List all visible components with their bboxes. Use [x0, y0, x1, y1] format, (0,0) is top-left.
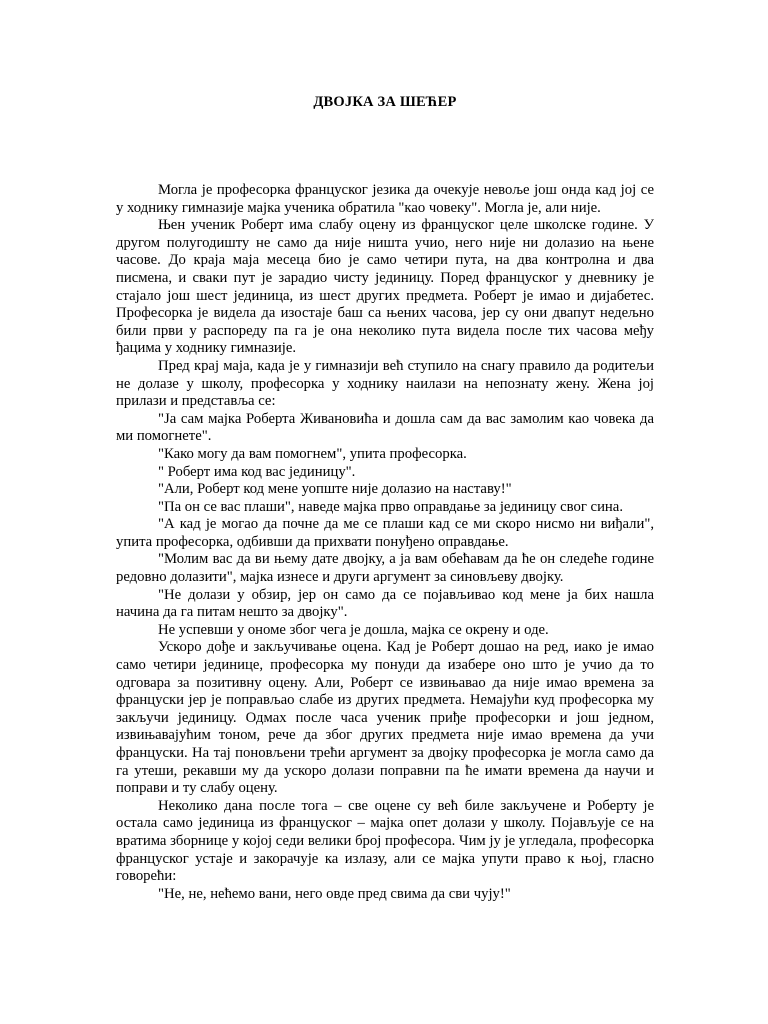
paragraph: "Не, не, нећемо вани, него овде пред свима да сви чују!"	[158, 885, 511, 902]
paragraph: "Како могу да вам помогнем", упита професорка.	[158, 445, 467, 462]
document-body	[116, 182, 654, 903]
paragraph: "Молим вас да ви њему дате двојку, а ја вам обећавам да ће он следеће године редовно долазити", мајка изнесе и други аргумент за синовљеву двојку.	[116, 551, 654, 586]
paragraph: Њен ученик Роберт има слабу оцену из француског целе школске године. У другом полугодишту не само да није ништа учио, него није ни долазио на њене часове. До краја маја месеца био је само четири пута, на два контролна и два писмена, и сваки пут је зарадио чисту јединицу. Поред француског у дневнику је стајало још шест јединица, из шест других предмета. Роберт је имао и дијабетес. Професорка је видела да изостаје баш са њених часова, јер су они двапут недељно били први у распореду па га је она неколико пута видела после тих часова међу ђацима у ходнику гимназије.	[116, 217, 654, 357]
paragraph: "А кад је могао да почне да ме се плаши кад се ми скоро нисмо ни виђали", упита професорка, одбивши да прихвати понуђено оправдање.	[116, 516, 654, 550]
paragraph: Могла је професорка француског језика да очекује невоље још онда кад јој се у ходнику гимназије мајка ученика обратила "као човеку". Могла је, али није.	[116, 182, 654, 216]
paragraph: Не успевши у ономе због чега је дошла, мајка се окрену и оде.	[158, 621, 549, 638]
paragraph: Неколико дана после тога – све оцене су већ биле закључене и Роберту је остала само јединица из француског – мајка опет долази у школу. Појављује се на вратима зборнице у којој седи велики број професора. Чим ју је угледала, професорка француског устаје и закорачује ка излазу, али се мајка упути право к њој, гласно говорећи:	[116, 797, 654, 885]
paragraph: " Роберт има код вас јединицу".	[158, 463, 356, 480]
paragraph: "Не долази у обзир, јер он само да се појављивао код мене ја бих нашла начина да га питам нешто за двојку".	[116, 586, 654, 621]
paragraph: "Ја сам мајка Роберта Живановића и дошла сам да вас замолим као човека да ми помогнете".	[116, 410, 654, 445]
paragraph: "Али, Роберт код мене уопште није долазио на наставу!"	[158, 481, 512, 498]
paragraph: "Па он се вас плаши", наведе мајка прво оправдање за јединицу свог сина.	[158, 498, 623, 515]
paragraph: Ускоро дође и закључивање оцена. Кад је Роберт дошао на ред, иако је имао само четири јединице, професорка му понуди да изабере оно што је учио да то одговара за позитивну оцену. Али, Роберт се извињавао да није имао времена за француски јер је поправљао слабе из других предмета. Немајући куд професорка му закључи јединицу. Одмах после часа ученик приђе професорки и још једном, извињавајућим тоном, рече да због других предмета није имао времена да учи француски. На тај поновљени трећи аргумент за двојку професорка је могла само да га утеши, рекавши му да ускоро долази поправни па ће имати времена да научи и поправи и ту слабу оцену.	[116, 639, 654, 797]
document-title: ДВОЈКА ЗА ШЕЋЕР	[313, 94, 457, 110]
paragraph: Пред крај маја, када је у гимназији већ ступило на снагу правило да родитељи не долазе у школу, професорка у ходнику наилази на непознату жену. Жена јој прилази и представља се:	[116, 357, 654, 410]
